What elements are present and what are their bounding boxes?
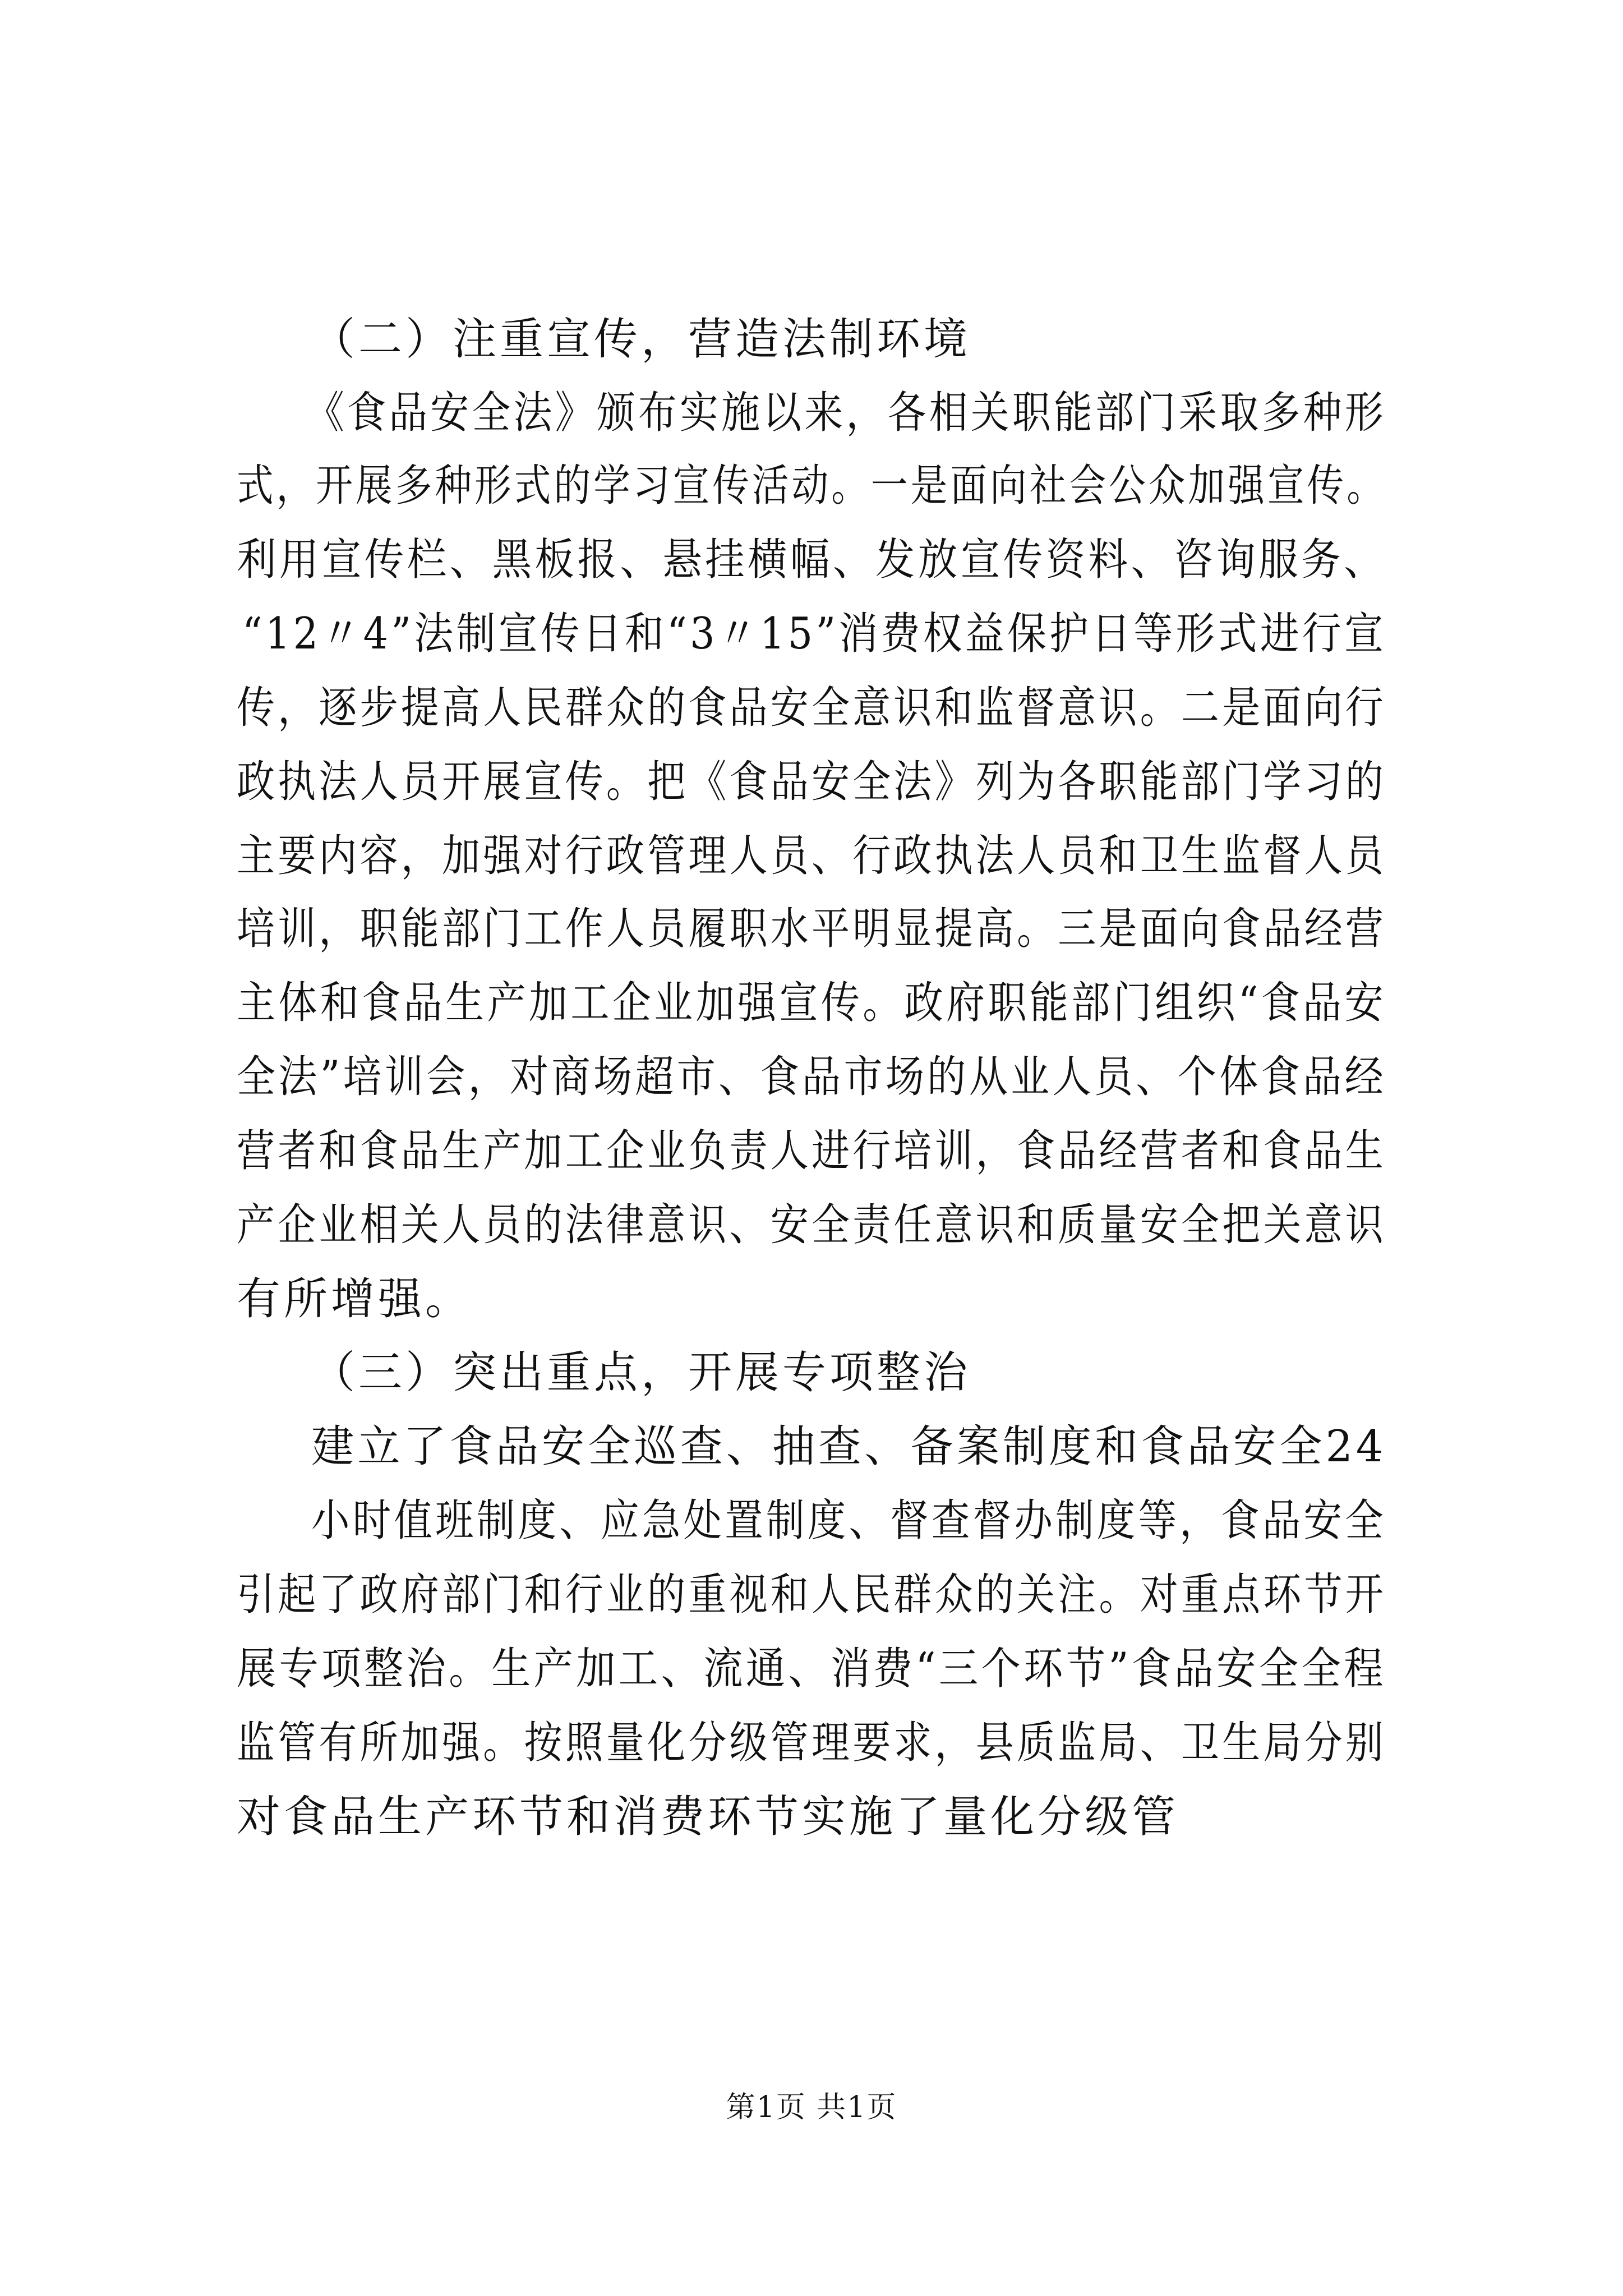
paragraph-line: 利用宣传栏、黑板报、悬挂横幅、发放宣传资料、咨询服务、 — [237, 535, 1387, 585]
paragraph-line: 主要内容，加强对行政管理人员、行政执法人员和卫生监督人员 — [237, 831, 1387, 881]
paragraph-line: 对食品生产环节和消费环节实施了量化分级管 — [237, 1792, 1179, 1842]
paragraph-line: 全法”培训会，对商场超市、食品市场的从业人员、个体食品经 — [237, 1052, 1386, 1102]
paragraph-line: 监管有所加强。按照量化分级管理要求，县质监局、卫生局分别 — [237, 1718, 1387, 1768]
paragraph-line: 营者和食品生产加工企业负责人进行培训，食品经营者和食品生 — [237, 1126, 1387, 1176]
paragraph-line: 政执法人员开展宣传。把《食品安全法》列为各职能部门学习的 — [237, 757, 1387, 807]
paragraph-line: 主体和食品生产加工企业加强宣传。政府职能部门组织“食品安 — [237, 978, 1386, 1028]
paragraph-line: 建立了食品安全巡查、抽查、备案制度和食品安全24 — [311, 1421, 1387, 1472]
section-heading-2: （二）注重宣传，营造法制环境 — [311, 314, 971, 365]
page-footer: 第1页 共1页 — [726, 2091, 897, 2124]
section-heading-3: （三）突出重点，开展专项整治 — [311, 1347, 971, 1398]
paragraph-line: 展专项整治。生产加工、流通、消费“三个环节”食品安全全程 — [237, 1644, 1386, 1694]
paragraph-line: 小时值班制度、应急处置制度、督查督办制度等，食品安全 — [311, 1496, 1386, 1546]
paragraph-line: 传，逐步提高人民群众的食品安全意识和监督意识。二是面向行 — [237, 683, 1387, 733]
paragraph-line: 培训，职能部门工作人员履职水平明显提高。三是面向食品经营 — [237, 904, 1387, 954]
paragraph-line: 产企业相关人员的法律意识、安全责任意识和质量安全把关意识 — [237, 1200, 1387, 1250]
paragraph-line: 有所增强。 — [237, 1274, 473, 1324]
paragraph-line: “12〃4”法制宣传日和“3〃15”消费权益保护日等形式进行宣 — [242, 609, 1387, 659]
paragraph-line: 式，开展多种形式的学习宣传活动。一是面向社会公众加强宣传。 — [237, 461, 1386, 511]
paragraph-line: 引起了政府部门和行业的重视和人民群众的关注。对重点环节开 — [237, 1570, 1387, 1620]
paragraph-line: 《食品安全法》颁布实施以来，各相关职能部门采取多种形 — [306, 388, 1386, 438]
